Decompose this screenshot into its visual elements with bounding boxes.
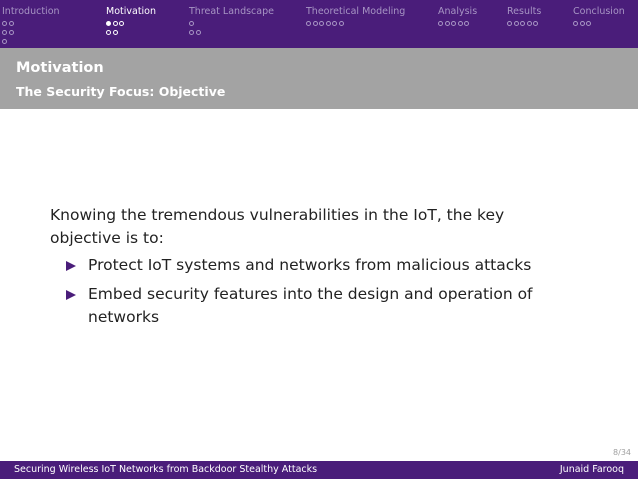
nav-dot[interactable]	[458, 21, 463, 26]
bullet-text: Embed security features into the design and operation of networks	[88, 285, 533, 326]
nav-section-label[interactable]: Conclusion	[573, 6, 625, 17]
nav-dot[interactable]	[445, 21, 450, 26]
nav-dots-row	[2, 19, 60, 27]
footer-bar	[0, 461, 638, 479]
nav-dot[interactable]	[2, 30, 7, 35]
slide-content	[50, 204, 570, 335]
nav-dots-row	[106, 28, 156, 36]
nav-dot[interactable]	[2, 21, 7, 26]
nav-section-introduction[interactable]	[2, 6, 60, 45]
nav-dot[interactable]	[533, 21, 538, 26]
nav-dots-row	[306, 19, 405, 27]
frame-title-band	[0, 48, 638, 109]
nav-section-motivation[interactable]	[106, 6, 156, 36]
nav-dot[interactable]	[2, 39, 7, 44]
nav-dot[interactable]	[507, 21, 512, 26]
nav-dots-row	[2, 28, 60, 36]
nav-dot[interactable]	[189, 21, 194, 26]
bullet-item	[50, 283, 570, 329]
nav-dot[interactable]	[189, 30, 194, 35]
nav-dot[interactable]	[196, 30, 201, 35]
nav-section-label[interactable]: Threat Landscape	[189, 6, 274, 17]
nav-dot[interactable]	[113, 21, 118, 26]
nav-dot[interactable]	[9, 21, 14, 26]
nav-dots-row	[438, 19, 477, 27]
nav-dots-row	[507, 19, 541, 27]
nav-section-conclusion[interactable]	[573, 6, 625, 27]
nav-dot[interactable]	[119, 21, 124, 26]
nav-section-theoretical-modeling[interactable]	[306, 6, 405, 27]
bullet-text: Protect IoT systems and networks from malicious attacks	[88, 256, 532, 274]
nav-section-label[interactable]: Introduction	[2, 6, 60, 17]
nav-dots-row	[106, 19, 156, 27]
nav-dot[interactable]	[319, 21, 324, 26]
footer-title: Securing Wireless IoT Networks from Backdoor Stealthy Attacks	[14, 464, 318, 475]
nav-dot[interactable]	[332, 21, 337, 26]
triangle-bullet-icon	[66, 290, 76, 300]
bullet-item	[50, 254, 570, 277]
nav-dot[interactable]	[573, 21, 578, 26]
frame-title: Motivation	[16, 60, 104, 76]
nav-dot[interactable]	[306, 21, 311, 26]
nav-dot[interactable]	[586, 21, 591, 26]
nav-dot-current[interactable]	[106, 21, 111, 26]
nav-dot[interactable]	[438, 21, 443, 26]
frame-subtitle: The Security Focus: Objective	[16, 84, 226, 99]
navigation-bar	[0, 0, 638, 48]
nav-dot[interactable]	[113, 30, 118, 35]
nav-dots-row	[189, 28, 274, 36]
nav-dot[interactable]	[527, 21, 532, 26]
nav-section-results[interactable]	[507, 6, 541, 27]
nav-dot[interactable]	[464, 21, 469, 26]
nav-dots-row	[573, 19, 625, 27]
nav-dot[interactable]	[339, 21, 344, 26]
nav-section-label[interactable]: Results	[507, 6, 542, 17]
nav-section-analysis[interactable]	[438, 6, 477, 27]
nav-dot[interactable]	[9, 30, 14, 35]
footer-author: Junaid Farooq	[559, 464, 624, 475]
bullet-list	[50, 254, 570, 329]
nav-dot[interactable]	[514, 21, 519, 26]
intro-text: Knowing the tremendous vulnerabilities in the IoT, the key objective is to:	[50, 206, 505, 247]
page-number: 8/34	[613, 448, 631, 457]
nav-dot[interactable]	[313, 21, 318, 26]
nav-dot[interactable]	[580, 21, 585, 26]
nav-dot[interactable]	[451, 21, 456, 26]
nav-dot[interactable]	[106, 30, 111, 35]
nav-dots-row	[189, 19, 274, 27]
nav-section-label[interactable]: Analysis	[438, 6, 478, 17]
nav-dots-row	[2, 37, 60, 45]
nav-dot[interactable]	[520, 21, 525, 26]
triangle-bullet-icon	[66, 261, 76, 271]
nav-dot[interactable]	[326, 21, 331, 26]
nav-section-label[interactable]: Motivation	[106, 6, 157, 17]
nav-section-threat-landscape[interactable]	[189, 6, 274, 36]
nav-section-label[interactable]: Theoretical Modeling	[306, 6, 406, 17]
